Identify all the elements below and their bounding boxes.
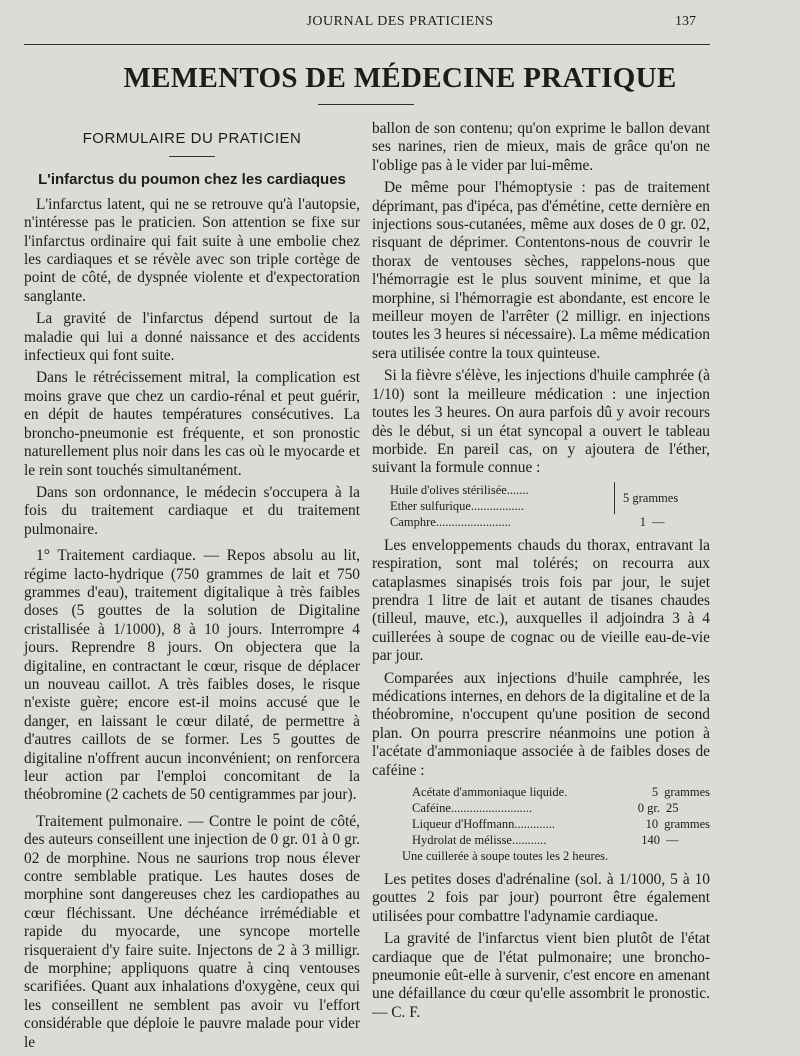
ingredient-name: Acétate d'ammoniaque liquide. xyxy=(412,785,568,799)
formula-brace-group xyxy=(390,482,710,514)
paragraph: Dans le rétrécissement mitral, la complication est moins grave que chez un cardio-rénal et peut guérir, en dépit de hautes températures consécutives. La broncho-pneumonie est fréquente, et son pronostic naturellement plus noir dans les cas où le myocarde et le rein sont touchés simultanément. xyxy=(24,369,360,479)
journal-title: JOURNAL DES PRATICIENS xyxy=(306,14,494,29)
section-title: MEMENTOS DE MÉDECINE PRATIQUE xyxy=(123,62,677,94)
paragraph: Comparées aux injections d'huile camphrée, les médications internes, en dehors de la digitaline et de la théobromine, n'occupent qu'une position de second plan. On pourra prescrire néanmoins une potion à l'acétate d'ammoniaque associée à de faibles doses de caféine : xyxy=(372,669,710,779)
formula-row xyxy=(390,514,710,530)
prescription-formula-ether xyxy=(390,482,710,530)
paragraph: La gravité de l'infarctus vient bien plutôt de l'état cardiaque que de l'état pulmonaire; une broncho-pneumonie eût-elle à survenir, c'est encore en amenant une défaillance du cœur qu'elle assombrit le pronostic. — C. F. xyxy=(372,930,710,1021)
ingredient-name: Huile d'olives stérilisée....... xyxy=(390,482,529,497)
ingredient-name: Liqueur d'Hoffmann............. xyxy=(412,817,555,831)
ingredient-name: Ether sulfurique................. xyxy=(390,498,525,513)
ingredient-qty: 5 xyxy=(651,785,659,799)
ingredient-name: Hydrolat de mélisse........... xyxy=(412,833,547,847)
subsection-title: FORMULAIRE DU PRATICIEN xyxy=(82,130,302,147)
paragraph: L'infarctus latent, qui ne se retrouve qu'à l'autopsie, n'intéresse pas le praticien. Son attention se fixe sur l'infarctus ordinaire qui fait suite à une embolie chez les cardiaques et se révèle avec son triple cortège de point de côté, de dyspnée violente et d'expectoration sanglante. xyxy=(24,195,360,305)
title-rule xyxy=(318,104,414,105)
ingredient-name: Camphre........................ xyxy=(390,514,511,529)
formula-row xyxy=(412,800,710,816)
formula-row xyxy=(412,784,710,800)
ingredient-qty: 0 gr. xyxy=(637,801,660,815)
subsection-rule xyxy=(169,156,215,157)
paragraph: La gravité de l'infarctus dépend surtout de la maladie qui lui a donné naissance et des accidents infectieux qui font suite. xyxy=(24,310,360,365)
paragraph: De même pour l'hémoptysie : pas de traitement déprimant, pas d'ipéca, pas d'émétine, cette dernière en injections sous-cutanées, même aux doses de 0 gr. 02, risquant de déprimer. Contentons-nous de couvrir le thorax de ventouses sèches, rappelons-nous que l'hémorragie est le plus souvent minime, et que la morphine, si l'hémorragie est abondante, est encore le meilleur moyen de l'arrêter (2 milligr. en injections toutes les 3 heures si nécessaire). La même médication sera utilisée contre la toux quinteuse. xyxy=(372,179,711,362)
shared-quantity: 5 grammes xyxy=(623,490,679,505)
ingredient-unit: — xyxy=(666,833,679,847)
paragraph: Si la fièvre s'élève, les injections d'huile camphrée (à 1/10) sont la meilleure médication : une injection toutes les 3 heures. On aura parfois dû y avoir recours dès le début, si un état syncopal a ouvert le tableau morbide. En pareil cas, on y ajoutera de l'éther, suivant la formule connue : xyxy=(372,367,710,477)
ingredient-qty: 140 xyxy=(641,833,660,847)
article-title: L'infarctus du poumon chez les cardiaques xyxy=(38,171,346,189)
ingredient-unit: 25 xyxy=(666,801,679,815)
ingredient-qty: 10 xyxy=(645,817,659,831)
formula-row xyxy=(412,832,710,848)
paragraph: ballon de son contenu; qu'on exprime le ballon devant ses narines, rien de mieux, mais de grâce qu'on ne l'oblige pas à le vider par lui-même. xyxy=(372,120,710,174)
ingredient-unit: grammes xyxy=(664,817,710,831)
ingredient-unit: — xyxy=(652,514,665,529)
formula-row xyxy=(412,816,710,832)
paragraph: Dans son ordonnance, le médecin s'occupera à la fois du traitement cardiaque et du traitement pulmonaire. xyxy=(24,483,360,538)
formula-row xyxy=(390,482,610,498)
page-number: 137 xyxy=(675,14,696,29)
ingredient-qty: 1 xyxy=(639,514,646,529)
paragraph: Les petites doses d'adrénaline (sol. à 1/1000, 5 à 10 gouttes 2 fois par jour) pourront être également utilisées pour combattre l'adynamie cardiaque. xyxy=(372,871,710,925)
left-column xyxy=(24,120,360,1056)
running-head xyxy=(0,14,800,36)
paragraph: Traitement pulmonaire. — Contre le point de côté, des auteurs conseillent une injection de 0 gr. 01 à 0 gr. 02 de morphine. Nous ne saurions trop nous élever contre semblable pratique. Les hautes doses de morphine sont dangereuses chez les cardiopathes au cœur fléchissant. Une déchéance irrémédiable et rapide du myocarde, une syncope mortelle risqueraient d'y faire suite. Injectons de 2 à 3 milligr. de morphine; appliquons quatre à cinq ventouses scarifiées. Quant aux inhalations d'oxygène, ceux qui les conseillent ne semblent pas avoir vu l'effort considérable que déploie le pauvre malade pour vider le xyxy=(24,812,360,1051)
right-column xyxy=(372,120,710,1026)
paragraph: Les enveloppements chauds du thorax, entravant la respiration, sont mal tolérés; on recourra aux cataplasmes sinapisés trois fois par jour, le sujet prendra 1 litre de lait et autant de tisanes chaudes (tilleul, mauve, etc.), auxquelles il adjoindra 3 à 4 cuillerées à soupe de cognac ou de vieille eau-de-vie par jour. xyxy=(372,536,710,665)
formula-row xyxy=(390,498,610,514)
prescription-formula-potion xyxy=(402,784,710,864)
ingredient-unit: grammes xyxy=(664,785,710,799)
header-rule xyxy=(24,44,710,45)
ingredient-name: Caféine.......................... xyxy=(412,801,533,815)
paragraph: 1° Traitement cardiaque. — Repos absolu au lit, régime lacto-hydrique (750 grammes de lait et 750 grammes d'eau), traitement digitalique à très faibles doses (5 gouttes de la solution de Digitaline cristallisée à 1/1000), 8 à 10 jours. Interrompre 4 jours. Reprendre 8 jours. On objectera que la digitaline, en contractant le cœur, risque de déplacer un nouveau caillot. A très faibles doses, le risque n'existe guère; encore est-il moins accusé que le danger, en laissant le cœur dilaté, de permettre à d'autres caillots de se former. Les 5 gouttes de digitaline n'offrent aucun inconvénient; on renforcera leur action par l'emploi concomitant de la théobromine (2 cachets de 50 centigrammes par jour). xyxy=(24,547,360,804)
dosage-note: Une cuillerée à soupe toutes les 2 heures. xyxy=(402,849,609,863)
